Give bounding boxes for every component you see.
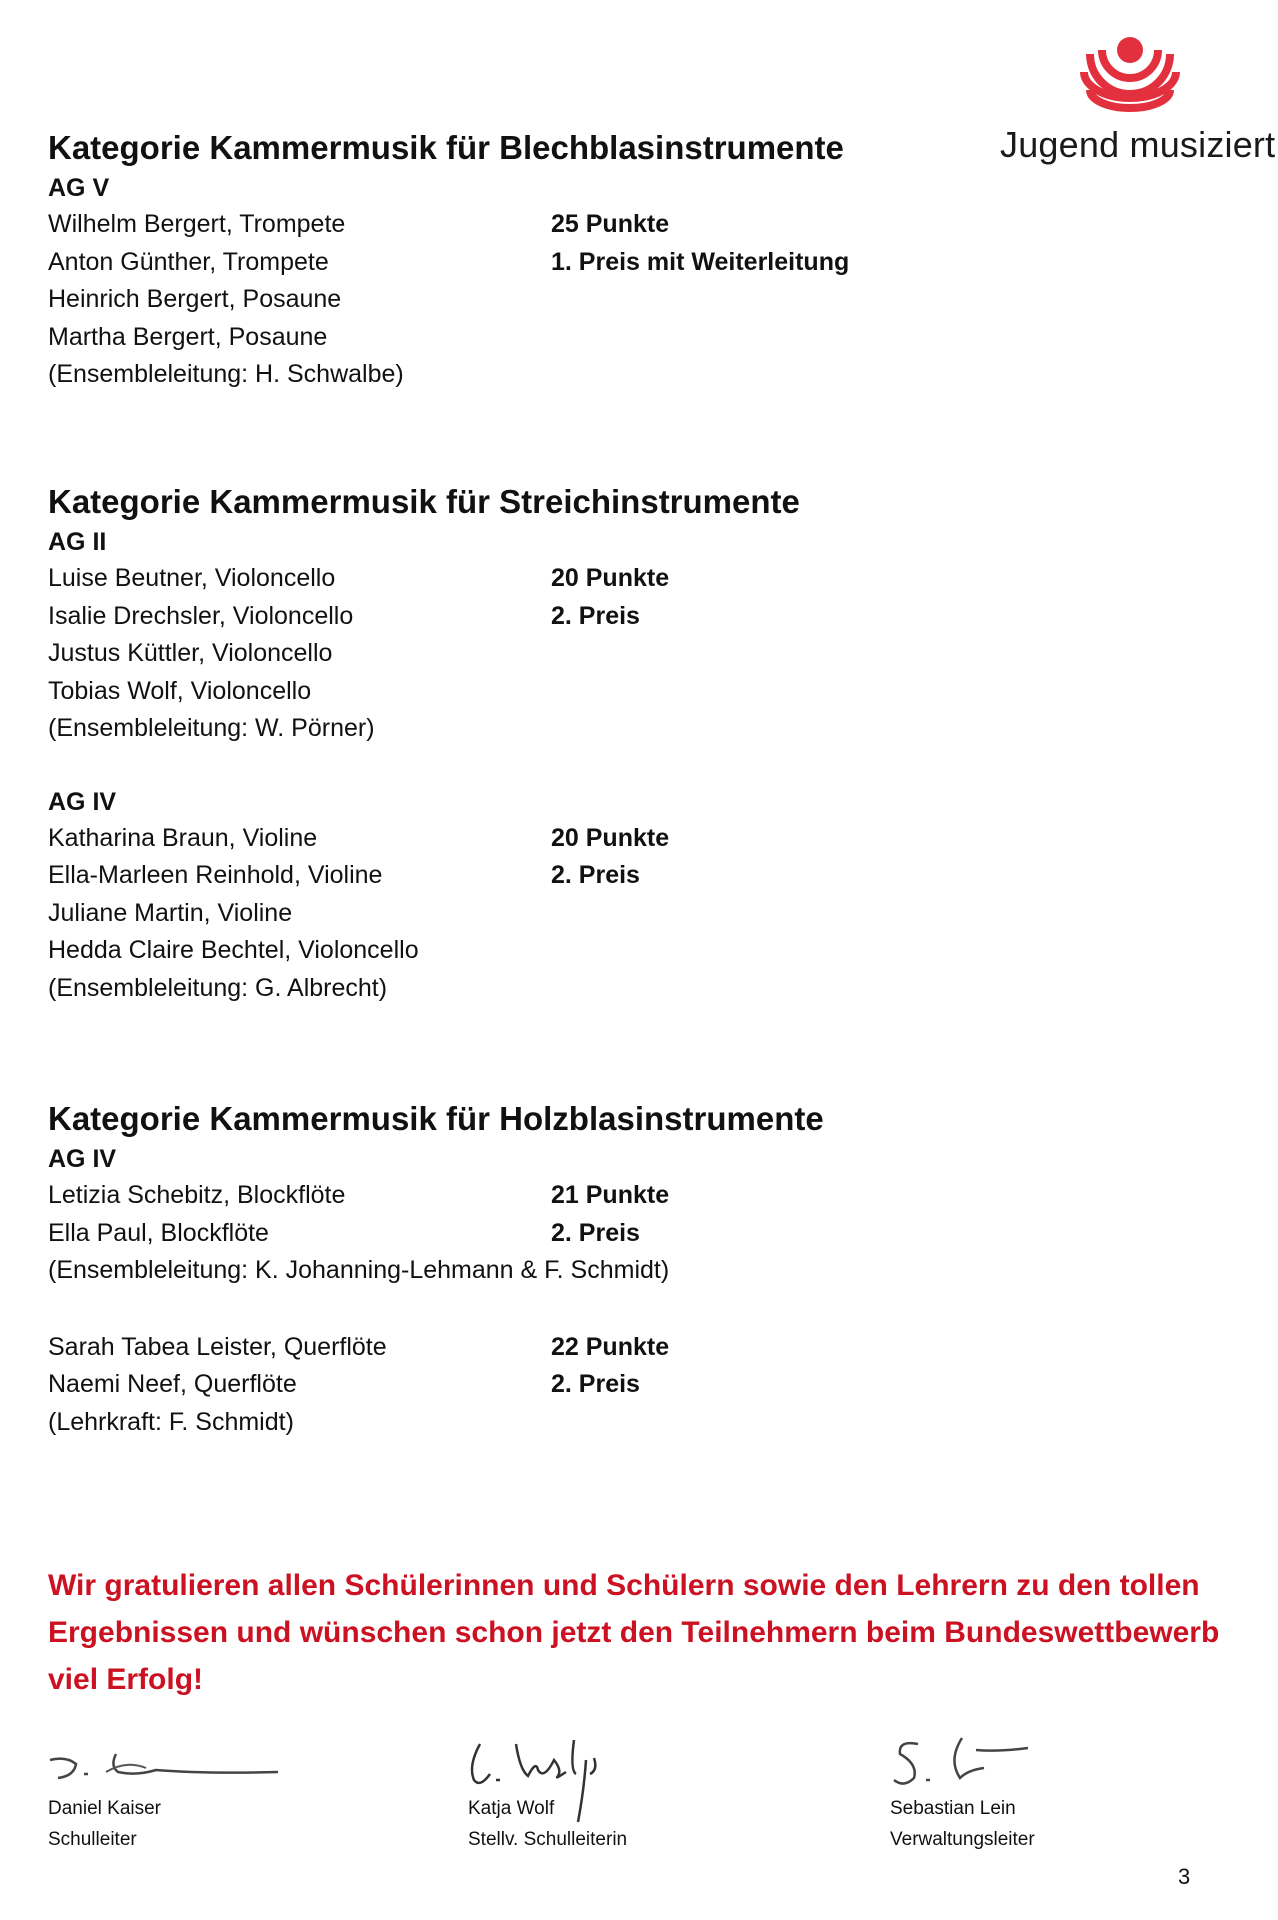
list-item: Ella Paul, Blockflöte 2. Preis (48, 1215, 1198, 1253)
signer-name: Sebastian Lein (890, 1798, 1016, 1819)
age-group-label: AG IV (48, 787, 117, 816)
prize: 2. Preis (551, 861, 640, 889)
signer-role: Schulleiter (48, 1829, 137, 1850)
points: 20 Punkte (551, 823, 670, 852)
points: 22 Punkte (551, 1332, 670, 1361)
list-item: Justus Küttler, Violoncello (48, 639, 333, 667)
age-group-label: AG V (48, 174, 110, 202)
points: 20 Punkte (551, 564, 670, 592)
list-item: Katharina Braun, Violine 20 Punkte (48, 820, 1198, 858)
prize: 2. Preis (551, 601, 640, 630)
list-item: Luise Beutner, Violoncello 20 Punkte (48, 560, 1198, 598)
handwritten-signature-icon (46, 1730, 286, 1794)
list-item: Anton Günther, Trompete 1. Preis mit Weiterleitung (48, 244, 1198, 282)
points: 21 Punkte (551, 1181, 670, 1209)
section-title: Kategorie Kammermusik für Holzblasinstrumente (48, 1100, 824, 1137)
handwritten-signature-icon (888, 1730, 1048, 1800)
list-item: (Ensembleleitung: W. Pörner) (48, 714, 375, 742)
list-item: Heinrich Bergert, Posaune (48, 285, 342, 313)
list-item: (Lehrkraft: F. Schmidt) (48, 1407, 294, 1436)
list-item: Martha Bergert, Posaune (48, 322, 328, 351)
list-item: Ella-Marleen Reinhold, Violine 2. Preis (48, 857, 1198, 895)
list-item: (Ensembleleitung: K. Johanning-Lehmann & F. Schmidt) (48, 1256, 670, 1284)
list-item: Tobias Wolf, Violoncello (48, 676, 312, 705)
age-group-label: AG IV (48, 1145, 117, 1173)
list-item: Sarah Tabea Leister, Querflöte 22 Punkte (48, 1329, 1198, 1367)
signer-role: Stellv. Schulleiterin (468, 1829, 628, 1850)
sun-emblem-icon (1080, 28, 1180, 116)
list-item: Hedda Claire Bechtel, Violoncello (48, 936, 419, 964)
section-strings (48, 482, 1198, 1007)
section-title: Kategorie Kammermusik für Blechblasinstrumente (48, 129, 844, 166)
list-item: (Ensembleleitung: H. Schwalbe) (48, 360, 404, 388)
section-title: Kategorie Kammermusik für Streichinstrumente (48, 483, 800, 520)
page-number: 3 (1178, 1864, 1191, 1889)
prize: 2. Preis (551, 1370, 640, 1398)
section-woodwind (48, 1099, 1198, 1441)
list-item: Wilhelm Bergert, Trompete 25 Punkte (48, 206, 1198, 244)
list-item: (Ensembleleitung: G. Albrecht) (48, 973, 388, 1002)
prize: 2. Preis (551, 1218, 640, 1247)
congratulations-text: Wir gratulieren allen Schülerinnen und Schülern sowie den Lehrern zu den tollen Ergebnissen und wünschen schon jetzt den Teilnehmern beim Bundeswettbewerb viel Erfolg! (48, 1569, 1220, 1696)
age-group-label: AG II (48, 528, 107, 556)
list-item: Juliane Martin, Violine (48, 898, 293, 927)
list-item: Isalie Drechsler, Violoncello 2. Preis (48, 598, 1198, 636)
section-brass (48, 128, 1198, 394)
list-item: Letizia Schebitz, Blockflöte 21 Punkte (48, 1177, 1198, 1215)
list-item: Naemi Neef, Querflöte 2. Preis (48, 1366, 1198, 1404)
logo-text: Jugend musiziert (1000, 124, 1276, 165)
points: 25 Punkte (551, 210, 670, 238)
prize: 1. Preis mit Weiterleitung (551, 247, 850, 276)
signer-name: Daniel Kaiser (48, 1798, 161, 1819)
signer-name: Katja Wolf (468, 1798, 555, 1819)
signer-role: Verwaltungsleiter (890, 1829, 1035, 1850)
